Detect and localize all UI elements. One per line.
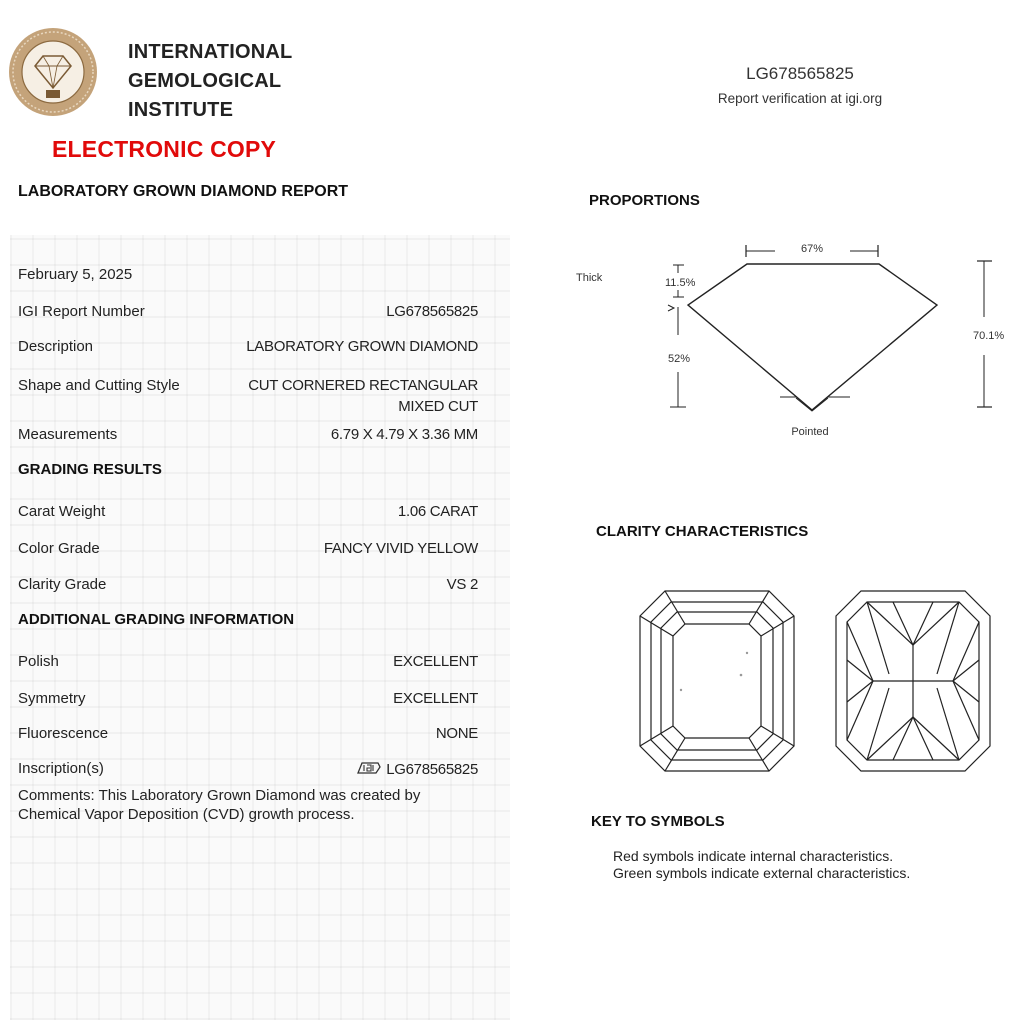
description-label: Description (18, 338, 94, 355)
igi-seal-logo (5, 26, 101, 118)
key-to-symbols-text (613, 848, 910, 882)
clarity-label: Clarity Grade (18, 576, 107, 593)
header-report-number: LG678565825 (746, 64, 854, 83)
culet-label: Pointed (791, 426, 829, 438)
clarity-characteristics-heading: CLARITY CHARACTERISTICS (596, 523, 809, 540)
fluorescence-label: Fluorescence (18, 725, 109, 742)
shape-value-line1: CUT CORNERED RECTANGULAR (248, 377, 478, 394)
fluorescence-value: NONE (435, 725, 478, 742)
electronic-copy-banner: ELECTRONIC COPY (52, 136, 277, 162)
girdle-label: Thick (576, 272, 603, 284)
comments-text: Comments: This Laboratory Grown Diamond was created by Chemical Vapor Deposition (CVD) growth process. (18, 787, 421, 823)
grading-results-heading: GRADING RESULTS (18, 461, 162, 478)
pavilion-plot-diagram (833, 590, 993, 772)
color-label: Color Grade (18, 540, 100, 557)
report-date: February 5, 2025 (18, 266, 133, 283)
shape-label: Shape and Cutting Style (18, 377, 180, 394)
org-line-3: INSTITUTE (128, 99, 234, 121)
inscription-value: LG678565825 (386, 761, 478, 778)
measurements-value: 6.79 X 4.79 X 3.36 MM (330, 426, 478, 443)
inclusion-mark (746, 652, 748, 654)
key-internal-line: Red symbols indicate internal characteristics. (613, 848, 894, 864)
polish-label: Polish (18, 653, 59, 670)
description-value: LABORATORY GROWN DIAMOND (246, 338, 478, 355)
crown-percent: 11.5% (665, 277, 696, 289)
symmetry-label: Symmetry (18, 690, 86, 707)
inclusion-mark (740, 674, 743, 677)
diamond-profile (688, 264, 937, 410)
symmetry-value: EXCELLENT (393, 690, 478, 707)
carat-label: Carat Weight (18, 503, 106, 520)
inscription-label: Inscription(s) (18, 760, 104, 777)
report-number-value: LG678565825 (386, 303, 478, 320)
color-value: FANCY VIVID YELLOW (323, 540, 478, 557)
clarity-value: VS 2 (446, 576, 478, 593)
key-external-line: Green symbols indicate external characteristics. (613, 865, 911, 881)
key-to-symbols-heading: KEY TO SYMBOLS (591, 813, 725, 830)
measurements-label: Measurements (18, 426, 118, 443)
report-verification-text[interactable]: Report verification at igi.org (717, 91, 883, 106)
polish-value: EXCELLENT (393, 653, 478, 670)
shape-value-line2: MIXED CUT (398, 398, 478, 415)
table-percent: 67% (800, 243, 824, 255)
additional-info-heading: ADDITIONAL GRADING INFORMATION (18, 611, 295, 628)
inscription-value-wrap (355, 760, 478, 778)
report-title: LABORATORY GROWN DIAMOND REPORT (18, 183, 349, 200)
crown-plot-diagram (637, 590, 797, 772)
organization-name (128, 38, 292, 125)
total-depth-percent: 70.1% (973, 330, 1005, 342)
proportions-heading: PROPORTIONS (589, 192, 700, 209)
org-line-1: INTERNATIONAL (128, 41, 293, 63)
igi-inscription-icon (355, 760, 383, 776)
proportions-diagram (570, 235, 1010, 445)
report-number-label: IGI Report Number (18, 303, 145, 320)
org-line-2: GEMOLOGICAL (128, 70, 282, 92)
inclusion-mark (680, 689, 682, 691)
carat-value: 1.06 CARAT (397, 503, 478, 520)
pavilion-percent: 52% (668, 353, 691, 365)
